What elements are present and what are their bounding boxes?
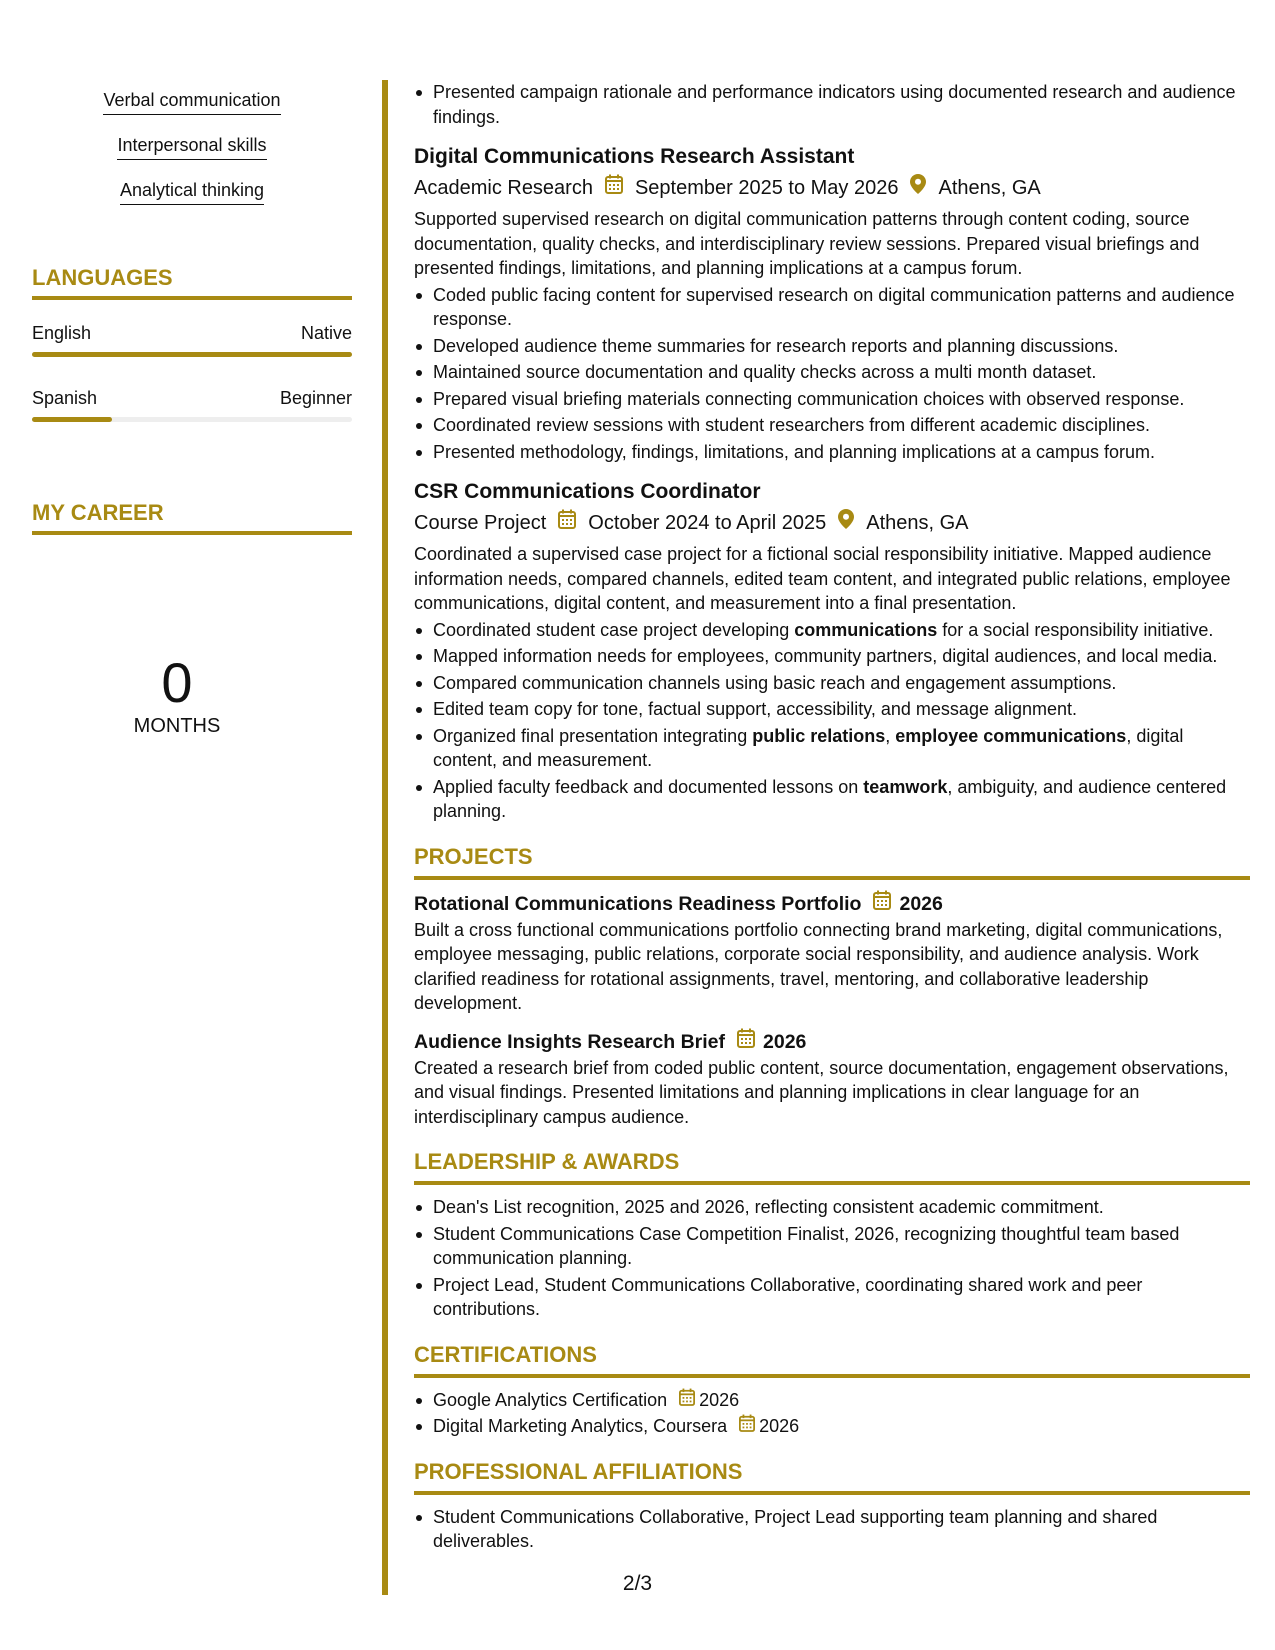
job-bullets bbox=[414, 618, 1250, 824]
list-item: Mapped information needs for employees, community partners, digital audiences, and local media. bbox=[414, 644, 1250, 669]
cert-year: 2026 bbox=[699, 1389, 740, 1410]
list-item: Maintained source documentation and quality checks across a multi month dataset. bbox=[414, 360, 1250, 385]
job-meta bbox=[414, 173, 1250, 203]
list-item: Project Lead, Student Communications Collaborative, coordinating shared work and peer contributions. bbox=[414, 1273, 1250, 1322]
list-item: Coordinated review sessions with student researchers from different academic disciplines. bbox=[414, 413, 1250, 438]
list-item: Student Communications Collaborative, Project Lead supporting team planning and shared deliverables. bbox=[414, 1505, 1250, 1554]
list-item: Coded public facing content for supervised research on digital communication patterns and audience response. bbox=[414, 283, 1250, 332]
list-item: Prepared visual briefing materials connecting communication choices with observed response. bbox=[414, 387, 1250, 412]
language-bar-track bbox=[32, 352, 352, 357]
career-value: 0 bbox=[161, 651, 193, 714]
list-item: Compared communication channels using basic reach and engagement assumptions. bbox=[414, 671, 1250, 696]
map-pin-icon bbox=[910, 173, 926, 203]
skill-item bbox=[32, 80, 352, 125]
list-item: Coordinated student case project developing communications for a social responsibility initiative. bbox=[414, 618, 1250, 643]
list-item bbox=[414, 1414, 1250, 1439]
skill-item bbox=[32, 170, 352, 215]
skill-label: Verbal communication bbox=[103, 80, 280, 115]
list-item: Edited team copy for tone, factual support, accessibility, and message alignment. bbox=[414, 697, 1250, 722]
language-name: English bbox=[32, 323, 92, 343]
certifications-list bbox=[414, 1388, 1250, 1439]
list-item: Presented methodology, findings, limitations, and planning implications at a campus forum. bbox=[414, 440, 1250, 465]
career-unit: MONTHS bbox=[133, 715, 221, 737]
languages-heading: LANGUAGES bbox=[32, 265, 352, 300]
main-column bbox=[414, 80, 1250, 1556]
skill-label: Analytical thinking bbox=[120, 170, 264, 205]
skill-item bbox=[32, 125, 352, 170]
list-item: Presented campaign rationale and performance indicators using documented research and audience findings. bbox=[414, 80, 1250, 129]
skill-list bbox=[32, 80, 352, 215]
job-meta bbox=[414, 508, 1250, 538]
affiliations-heading: PROFESSIONAL AFFILIATIONS bbox=[414, 1457, 1250, 1495]
project-description: Built a cross functional communications portfolio connecting brand marketing, digital communications, employee messaging, public relations, corporate social responsibility, and audience analysis. Work clarified readiness for rotational assignments, travel, mentoring, and collaborative leadership development. bbox=[414, 919, 1223, 1013]
career-stat bbox=[32, 653, 322, 739]
job-dates: September 2025 to May 2026 bbox=[634, 177, 899, 199]
calendar-icon bbox=[737, 1028, 755, 1056]
job-summary: Coordinated a supervised case project for a fictional social responsibility initiative. Mapped audience information needs, compared channels, edited team content, and integrated public relations, employee communications, digital content, and measurement into a final presentation. bbox=[414, 544, 1231, 613]
job-bullets bbox=[414, 283, 1250, 465]
job-org: Academic Research bbox=[414, 177, 593, 199]
language-bar-fill bbox=[32, 417, 112, 422]
list-item: Organized final presentation integrating public relations, employee communications, digital content, and measurement. bbox=[414, 724, 1250, 773]
job-entry bbox=[414, 143, 1250, 464]
list-item: Dean's List recognition, 2025 and 2026, reflecting consistent academic commitment. bbox=[414, 1195, 1250, 1220]
language-row bbox=[32, 322, 352, 357]
project-year: 2026 bbox=[899, 892, 943, 915]
project-entry bbox=[414, 890, 1250, 1016]
cert-name: Google Analytics Certification bbox=[433, 1389, 668, 1410]
calendar-icon bbox=[873, 890, 891, 918]
job-location: Athens, GA bbox=[866, 512, 969, 534]
job-dates: October 2024 to April 2025 bbox=[588, 512, 827, 534]
job-title: Digital Communications Research Assistant bbox=[414, 145, 855, 168]
calendar-icon bbox=[605, 173, 623, 203]
page-number: 2/3 bbox=[622, 1572, 653, 1595]
language-level: Beginner bbox=[279, 388, 352, 408]
sidebar bbox=[32, 80, 352, 739]
cert-name: Digital Marketing Analytics, Coursera bbox=[433, 1416, 728, 1436]
career-section bbox=[32, 500, 352, 739]
calendar-icon bbox=[739, 1414, 755, 1439]
job-summary: Supported supervised research on digital communication patterns through content coding, source documentation, quality checks, and interdisciplinary review sessions. Prepared visual briefings and presented findings, limitations, and planning implications at a campus forum. bbox=[414, 209, 1200, 278]
language-bar-fill bbox=[32, 352, 352, 357]
list-item: Developed audience theme summaries for research reports and planning discussions. bbox=[414, 334, 1250, 359]
job-entry bbox=[414, 478, 1250, 824]
job-org: Course Project bbox=[414, 512, 547, 534]
list-item: Student Communications Case Competition Finalist, 2026, recognizing thoughtful team based communication planning. bbox=[414, 1222, 1250, 1271]
job-title: CSR Communications Coordinator bbox=[414, 480, 761, 503]
project-description: Created a research brief from coded public content, source documentation, engagement observations, and visual findings. Presented limitations and planning implications in clear language for an interdisciplinary campus audience. bbox=[414, 1057, 1229, 1127]
calendar-icon bbox=[679, 1388, 695, 1413]
column-divider bbox=[382, 80, 388, 1595]
project-title: Audience Insights Research Brief bbox=[414, 1030, 726, 1053]
language-level: Native bbox=[300, 323, 352, 343]
cert-year: 2026 bbox=[759, 1416, 800, 1436]
map-pin-icon bbox=[838, 508, 854, 538]
career-heading: MY CAREER bbox=[32, 500, 352, 535]
language-bar-track bbox=[32, 417, 352, 422]
prior-job-bullets bbox=[414, 80, 1250, 129]
language-name: Spanish bbox=[32, 388, 98, 408]
list-item bbox=[414, 1388, 1250, 1413]
skill-label: Interpersonal skills bbox=[117, 125, 266, 160]
project-year: 2026 bbox=[763, 1030, 807, 1053]
job-location: Athens, GA bbox=[938, 177, 1041, 199]
affiliations-list bbox=[414, 1505, 1250, 1554]
leadership-list bbox=[414, 1195, 1250, 1322]
list-item: Applied faculty feedback and documented lessons on teamwork, ambiguity, and audience centered planning. bbox=[414, 775, 1250, 824]
project-title: Rotational Communications Readiness Portfolio bbox=[414, 892, 862, 915]
languages-section bbox=[32, 265, 352, 422]
projects-heading: PROJECTS bbox=[414, 842, 1250, 880]
leadership-heading: LEADERSHIP & AWARDS bbox=[414, 1147, 1250, 1185]
certifications-heading: CERTIFICATIONS bbox=[414, 1340, 1250, 1378]
language-row bbox=[32, 387, 352, 422]
project-entry bbox=[414, 1028, 1250, 1130]
calendar-icon bbox=[558, 508, 576, 538]
